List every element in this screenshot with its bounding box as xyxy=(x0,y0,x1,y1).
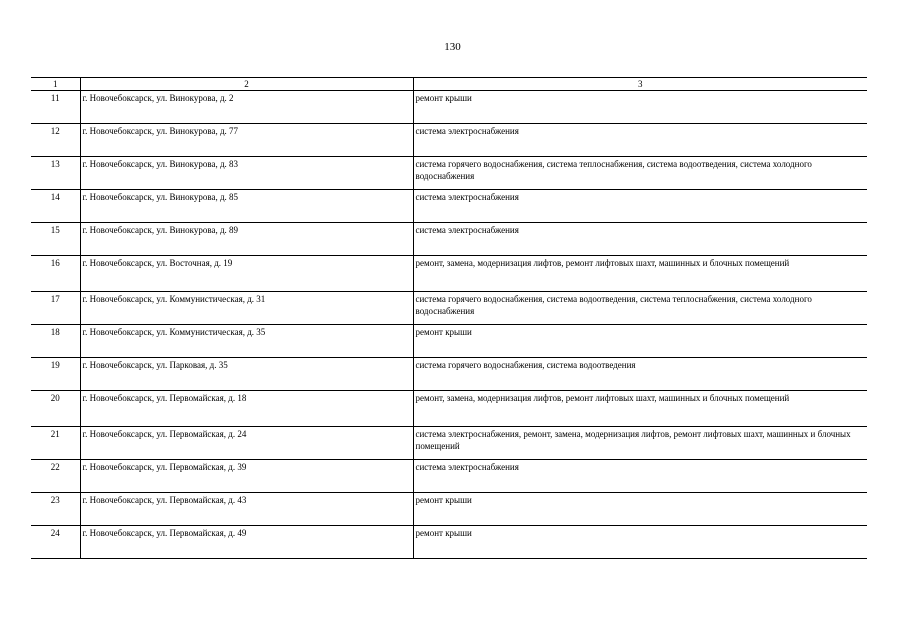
row-works: система электроснабжения xyxy=(413,223,867,256)
row-address: г. Новочебоксарск, ул. Винокурова, д. 77 xyxy=(80,124,413,157)
table-row xyxy=(31,256,867,292)
table-row xyxy=(31,292,867,325)
row-address: г. Новочебоксарск, ул. Первомайская, д. 43 xyxy=(80,493,413,526)
table-row xyxy=(31,526,867,559)
table-row xyxy=(31,391,867,427)
table-body xyxy=(31,91,867,559)
row-works: ремонт крыши xyxy=(413,526,867,559)
table-row xyxy=(31,91,867,124)
row-works: ремонт крыши xyxy=(413,325,867,358)
row-works: система электроснабжения xyxy=(413,460,867,493)
row-address: г. Новочебоксарск, ул. Первомайская, д. 39 xyxy=(80,460,413,493)
table-row xyxy=(31,157,867,190)
row-works: система электроснабжения, ремонт, замена, модернизация лифтов, ремонт лифтовых шахт, машинных и блочных помещений xyxy=(413,427,867,460)
row-number: 12 xyxy=(31,124,80,157)
table-header-row xyxy=(31,78,867,91)
row-number: 19 xyxy=(31,358,80,391)
row-address: г. Новочебоксарск, ул. Винокурова, д. 2 xyxy=(80,91,413,124)
row-number: 17 xyxy=(31,292,80,325)
table-row xyxy=(31,190,867,223)
table-row xyxy=(31,460,867,493)
row-number: 18 xyxy=(31,325,80,358)
row-works: система горячего водоснабжения, система водоотведения xyxy=(413,358,867,391)
row-works: ремонт крыши xyxy=(413,91,867,124)
row-works: ремонт крыши xyxy=(413,493,867,526)
repair-works-table xyxy=(31,77,867,559)
table-row xyxy=(31,124,867,157)
row-number: 22 xyxy=(31,460,80,493)
page-number: 130 xyxy=(444,41,461,53)
row-address: г. Новочебоксарск, ул. Первомайская, д. 49 xyxy=(80,526,413,559)
row-works: ремонт, замена, модернизация лифтов, ремонт лифтовых шахт, машинных и блочных помещений xyxy=(413,391,867,427)
row-number: 16 xyxy=(31,256,80,292)
row-works: система горячего водоснабжения, система водоотведения, система теплоснабжения, система холодного водоснабжения xyxy=(413,292,867,325)
row-number: 13 xyxy=(31,157,80,190)
column-header-address: 2 xyxy=(80,78,413,91)
table-row xyxy=(31,358,867,391)
column-header-works: 3 xyxy=(413,78,867,91)
row-number: 23 xyxy=(31,493,80,526)
table-row xyxy=(31,493,867,526)
row-address: г. Новочебоксарск, ул. Первомайская, д. 24 xyxy=(80,427,413,460)
row-number: 20 xyxy=(31,391,80,427)
row-address: г. Новочебоксарск, ул. Парковая, д. 35 xyxy=(80,358,413,391)
row-address: г. Новочебоксарск, ул. Восточная, д. 19 xyxy=(80,256,413,292)
row-address: г. Новочебоксарск, ул. Винокурова, д. 89 xyxy=(80,223,413,256)
row-works: система электроснабжения xyxy=(413,124,867,157)
row-address: г. Новочебоксарск, ул. Первомайская, д. 18 xyxy=(80,391,413,427)
row-number: 14 xyxy=(31,190,80,223)
row-works: ремонт, замена, модернизация лифтов, ремонт лифтовых шахт, машинных и блочных помещений xyxy=(413,256,867,292)
table-row xyxy=(31,325,867,358)
row-number: 21 xyxy=(31,427,80,460)
row-address: г. Новочебоксарск, ул. Коммунистическая, д. 31 xyxy=(80,292,413,325)
row-number: 11 xyxy=(31,91,80,124)
row-works: система горячего водоснабжения, система теплоснабжения, система водоотведения, система холодного водоснабжения xyxy=(413,157,867,190)
column-header-number: 1 xyxy=(31,78,80,91)
row-number: 24 xyxy=(31,526,80,559)
row-address: г. Новочебоксарск, ул. Коммунистическая, д. 35 xyxy=(80,325,413,358)
table-row xyxy=(31,223,867,256)
row-address: г. Новочебоксарск, ул. Винокурова, д. 85 xyxy=(80,190,413,223)
row-works: система электроснабжения xyxy=(413,190,867,223)
table-row xyxy=(31,427,867,460)
row-address: г. Новочебоксарск, ул. Винокурова, д. 83 xyxy=(80,157,413,190)
row-number: 15 xyxy=(31,223,80,256)
